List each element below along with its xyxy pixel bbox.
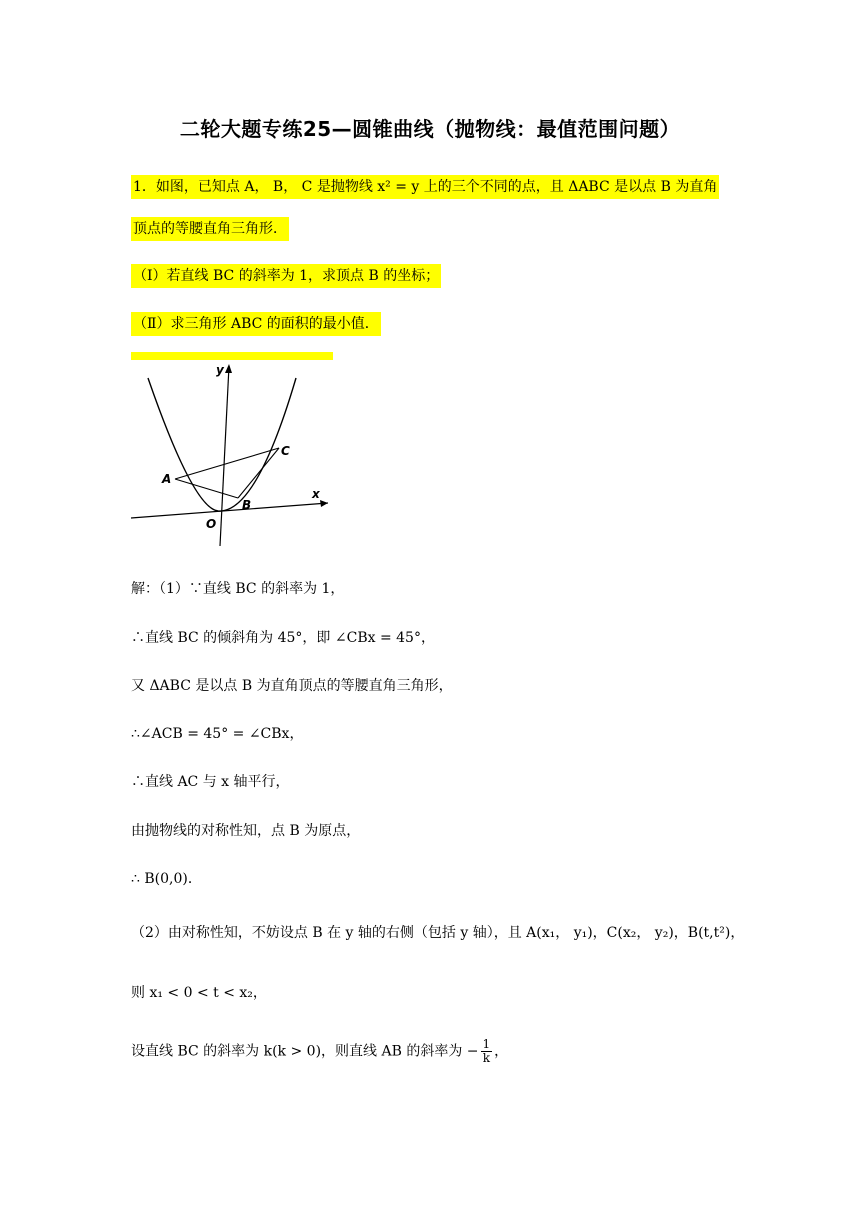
segment-AC bbox=[175, 448, 279, 479]
y-axis bbox=[220, 366, 229, 546]
part-1-text: （Ⅰ）若直线 BC 的斜率为 1，求顶点 B 的坐标； bbox=[131, 264, 441, 288]
y-axis-arrow bbox=[225, 364, 232, 373]
parabola-curve bbox=[148, 378, 296, 511]
solution-line-10-before: 设直线 BC 的斜率为 k(k > 0)，则直线 AB 的斜率为 − bbox=[131, 1043, 479, 1060]
solution-line-1: 解：（1）∵直线 BC 的斜率为 1， bbox=[131, 581, 345, 597]
problem-statement-line-2: 顶点的等腰直角三角形． bbox=[131, 217, 289, 241]
segment-AB bbox=[175, 479, 238, 498]
solution-line-7: ∴ B(0,0)． bbox=[131, 871, 202, 887]
label-O: O bbox=[206, 517, 217, 531]
x-axis-arrow bbox=[320, 500, 328, 507]
solution-line-4: ∴∠ACB = 45° = ∠CBx， bbox=[131, 726, 304, 742]
problem-statement-line-1: 1．如图，已知点 A， B， C 是抛物线 x² = y 上的三个不同的点，且 ΔABC 是以点 B 为直角 bbox=[131, 175, 719, 199]
x-axis bbox=[131, 503, 328, 518]
label-C: C bbox=[281, 444, 290, 458]
label-y: y bbox=[216, 363, 224, 377]
problem-line-1 bbox=[131, 176, 719, 198]
label-B: B bbox=[242, 498, 252, 512]
solution-line-2: ∴直线 BC 的倾斜角为 45°，即 ∠CBx = 45°， bbox=[131, 630, 435, 646]
label-A: A bbox=[162, 472, 172, 486]
solution-line-9: 则 x₁ < 0 < t < x₂， bbox=[131, 985, 267, 1001]
segment-BC bbox=[238, 448, 279, 498]
fraction-numerator: 1 bbox=[482, 1037, 491, 1051]
solution-line-6: 由抛物线的对称性知，点 B 为原点， bbox=[131, 823, 361, 839]
fraction-denominator: k bbox=[482, 1051, 490, 1065]
label-x: x bbox=[312, 487, 320, 501]
page-title: 二轮大题专练25—圆锥曲线（抛物线：最值范围问题） bbox=[179, 117, 681, 141]
parabola-figure bbox=[128, 358, 338, 550]
fraction-1-over-k bbox=[481, 1038, 493, 1065]
part-2-text: （Ⅱ）求三角形 ABC 的面积的最小值． bbox=[131, 312, 381, 336]
solution-line-8: （2）由对称性知，不妨设点 B 在 y 轴的右侧（包括 y 轴），且 A(x₁， y₁)，C(x₂， y₂)，B(t,t²)， bbox=[131, 925, 745, 941]
problem-line-2 bbox=[131, 218, 289, 240]
part-2 bbox=[131, 313, 381, 335]
solution-line-10 bbox=[131, 1038, 508, 1065]
solution-line-3: 又 ΔABC 是以点 B 为直角顶点的等腰直角三角形， bbox=[131, 678, 453, 694]
part-1 bbox=[131, 265, 441, 287]
solution-line-10-after: ， bbox=[494, 1043, 509, 1060]
solution-line-5: ∴直线 AC 与 x 轴平行， bbox=[131, 774, 290, 790]
